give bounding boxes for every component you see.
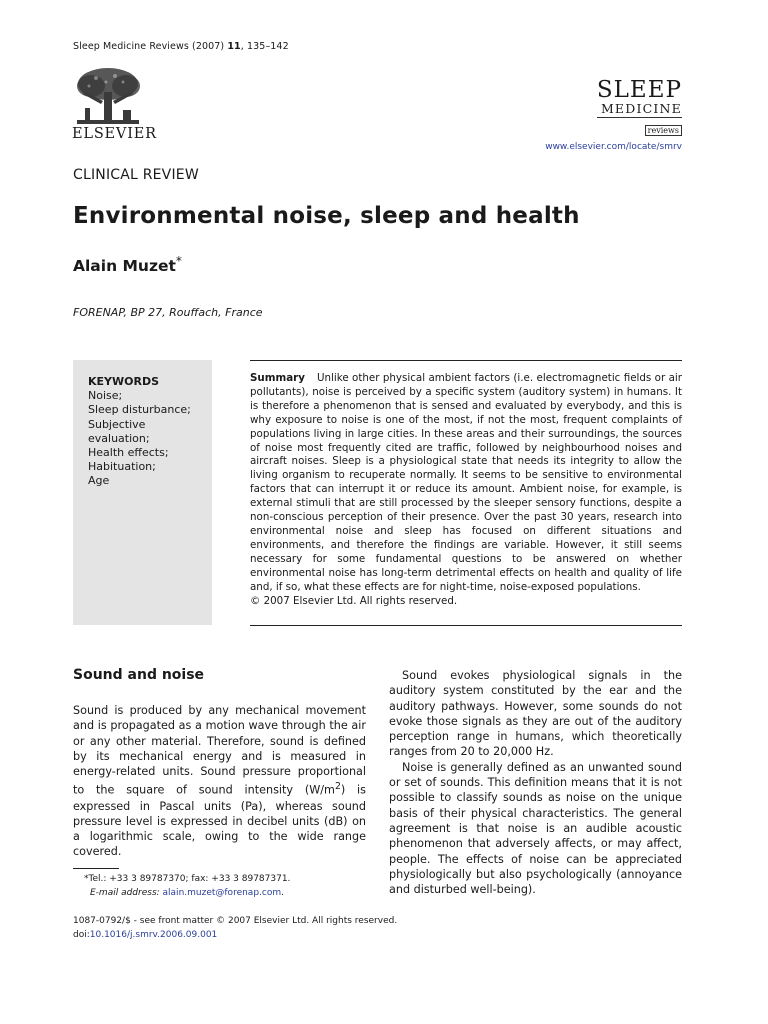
citation-prefix: Sleep Medicine Reviews (2007): [73, 41, 228, 52]
body-paragraph: Noise is generally defined as an unwanted sound or set of sounds. This definition means that it is not possible to classify sounds as noise on the unique basis of their physical characteristics. The general agreement is that noise is an audible acoustic phenomenon that adversely affects, or may affect, people. The effects of noise can be appreciated physiologically but also psychologically (annoyance and disturbed well-being).: [389, 760, 682, 897]
front-matter-line: 1087-0792/$ - see front matter © 2007 Elsevier Ltd. All rights reserved.: [73, 916, 398, 926]
footnote-contact: *Tel.: +33 3 89787370; fax: +33 3 89787371.: [84, 874, 291, 884]
page-footer: [73, 914, 397, 942]
footnote-email-line: [84, 886, 290, 900]
journal-url-link[interactable]: www.elsevier.com/locate/smrv: [545, 142, 682, 152]
author-footnote: [84, 872, 290, 900]
author-name: [73, 254, 182, 275]
keyword-item: Habituation;: [88, 460, 156, 474]
summary-text: Unlike other physical ambient factors (i.e. electromagnetic fields or air pollutants), noise is perceived by a specific system (auditory system) in humans. It is therefore a phenomenon that is sensed and evaluated by everybody, and this is why exposure to noise is one of the most, if not the most, frequent complaints of populations living in large cities. In these areas and their surroundings, the sources of noise most frequently cited are traffic, followed by neighbourhood noises and aircraft noises. Sleep is a physiological state that needs its integrity to allow the living organism to recuperate normally. It seems to be sensitive to environmental factors that can interrupt it or reduce its amount. Ambient noise, for example, is external stimuli that are still processed by the sleeper sensory functions, despite a non-conscious perception of their presence. Over the past 30 years, research into environmental noise and sleep has focused on different situations and environments, and therefore the findings are variable. However, it still seems necessary for some fundamental questions to be answered on whether environmental noise has long-term detrimental effects on health and quality of life and, if so, what these effects are for night-time, noise-exposed populations.: [250, 372, 682, 593]
journal-logo: [597, 78, 682, 137]
journal-citation: [73, 41, 289, 52]
body-column-right: [389, 668, 682, 897]
summary-bottom-rule: [250, 625, 682, 626]
footnote-period: .: [281, 888, 284, 898]
keyword-item: evaluation;: [88, 431, 150, 445]
body-column-left: [73, 703, 366, 860]
keyword-item: Noise;: [88, 389, 123, 403]
body-text: ) is expressed in Pascal units (Pa), whereas sound pressure level is expressed in decibel units (dB) on a logarithmic scale, owing to the wide range covered.: [73, 784, 366, 859]
doi-link[interactable]: 10.1016/j.smrv.2006.09.001: [89, 930, 218, 940]
summary-top-rule: [250, 360, 682, 361]
journal-logo-medicine: MEDICINE: [597, 102, 682, 118]
keyword-item: Subjective: [88, 417, 146, 431]
journal-logo-sleep: SLEEP: [596, 77, 682, 103]
keywords-box: [73, 360, 212, 625]
section-heading: Sound and noise: [73, 667, 205, 683]
journal-logo-reviews: reviews: [645, 125, 682, 136]
doi-label: doi:: [73, 930, 90, 940]
citation-pages: , 135–142: [240, 41, 289, 52]
email-link[interactable]: alain.muzet@forenap.com: [162, 888, 282, 898]
doi-line: [73, 928, 397, 942]
author-affiliation: FORENAP, BP 27, Rouffach, France: [73, 306, 263, 319]
footnote-rule: [73, 868, 119, 869]
email-label: E-mail address:: [90, 888, 163, 898]
keyword-item: Age: [88, 474, 110, 488]
elsevier-wordmark: ELSEVIER: [72, 126, 157, 142]
keyword-item: Health effects;: [88, 446, 169, 460]
summary-abstract: [250, 372, 682, 608]
article-type-label: CLINICAL REVIEW: [73, 167, 199, 183]
superscript: 2: [334, 781, 341, 793]
keywords-heading: KEYWORDS: [88, 375, 160, 388]
author-footnote-mark[interactable]: *: [175, 254, 182, 268]
article-title: Environmental noise, sleep and health: [73, 203, 580, 229]
body-text: Sound is produced by any mechanical movement and is propagated as a motion wave through the air or any other material. Therefore, sound is defined by its mechanical energy and is measured in energy-related units. Sound pressure proportional to the square of sound intensity (W/m: [73, 704, 366, 798]
elsevier-tree-logo: [71, 64, 145, 128]
keyword-item: Sleep disturbance;: [88, 403, 191, 417]
body-paragraph: Sound evokes physiological signals in the auditory system constituted by the ear and the auditory pathways. However, some sounds do not evoke those signals as they are out of the auditory perception range in humans, which theoretically ranges from 20 to 20,000 Hz.: [389, 669, 682, 759]
body-paragraph: [73, 703, 366, 860]
citation-volume: 11: [227, 41, 241, 52]
author-name-text: Alain Muzet: [73, 257, 176, 276]
summary-copyright: © 2007 Elsevier Ltd. All rights reserved.: [250, 594, 458, 607]
summary-label: Summary: [250, 372, 305, 384]
